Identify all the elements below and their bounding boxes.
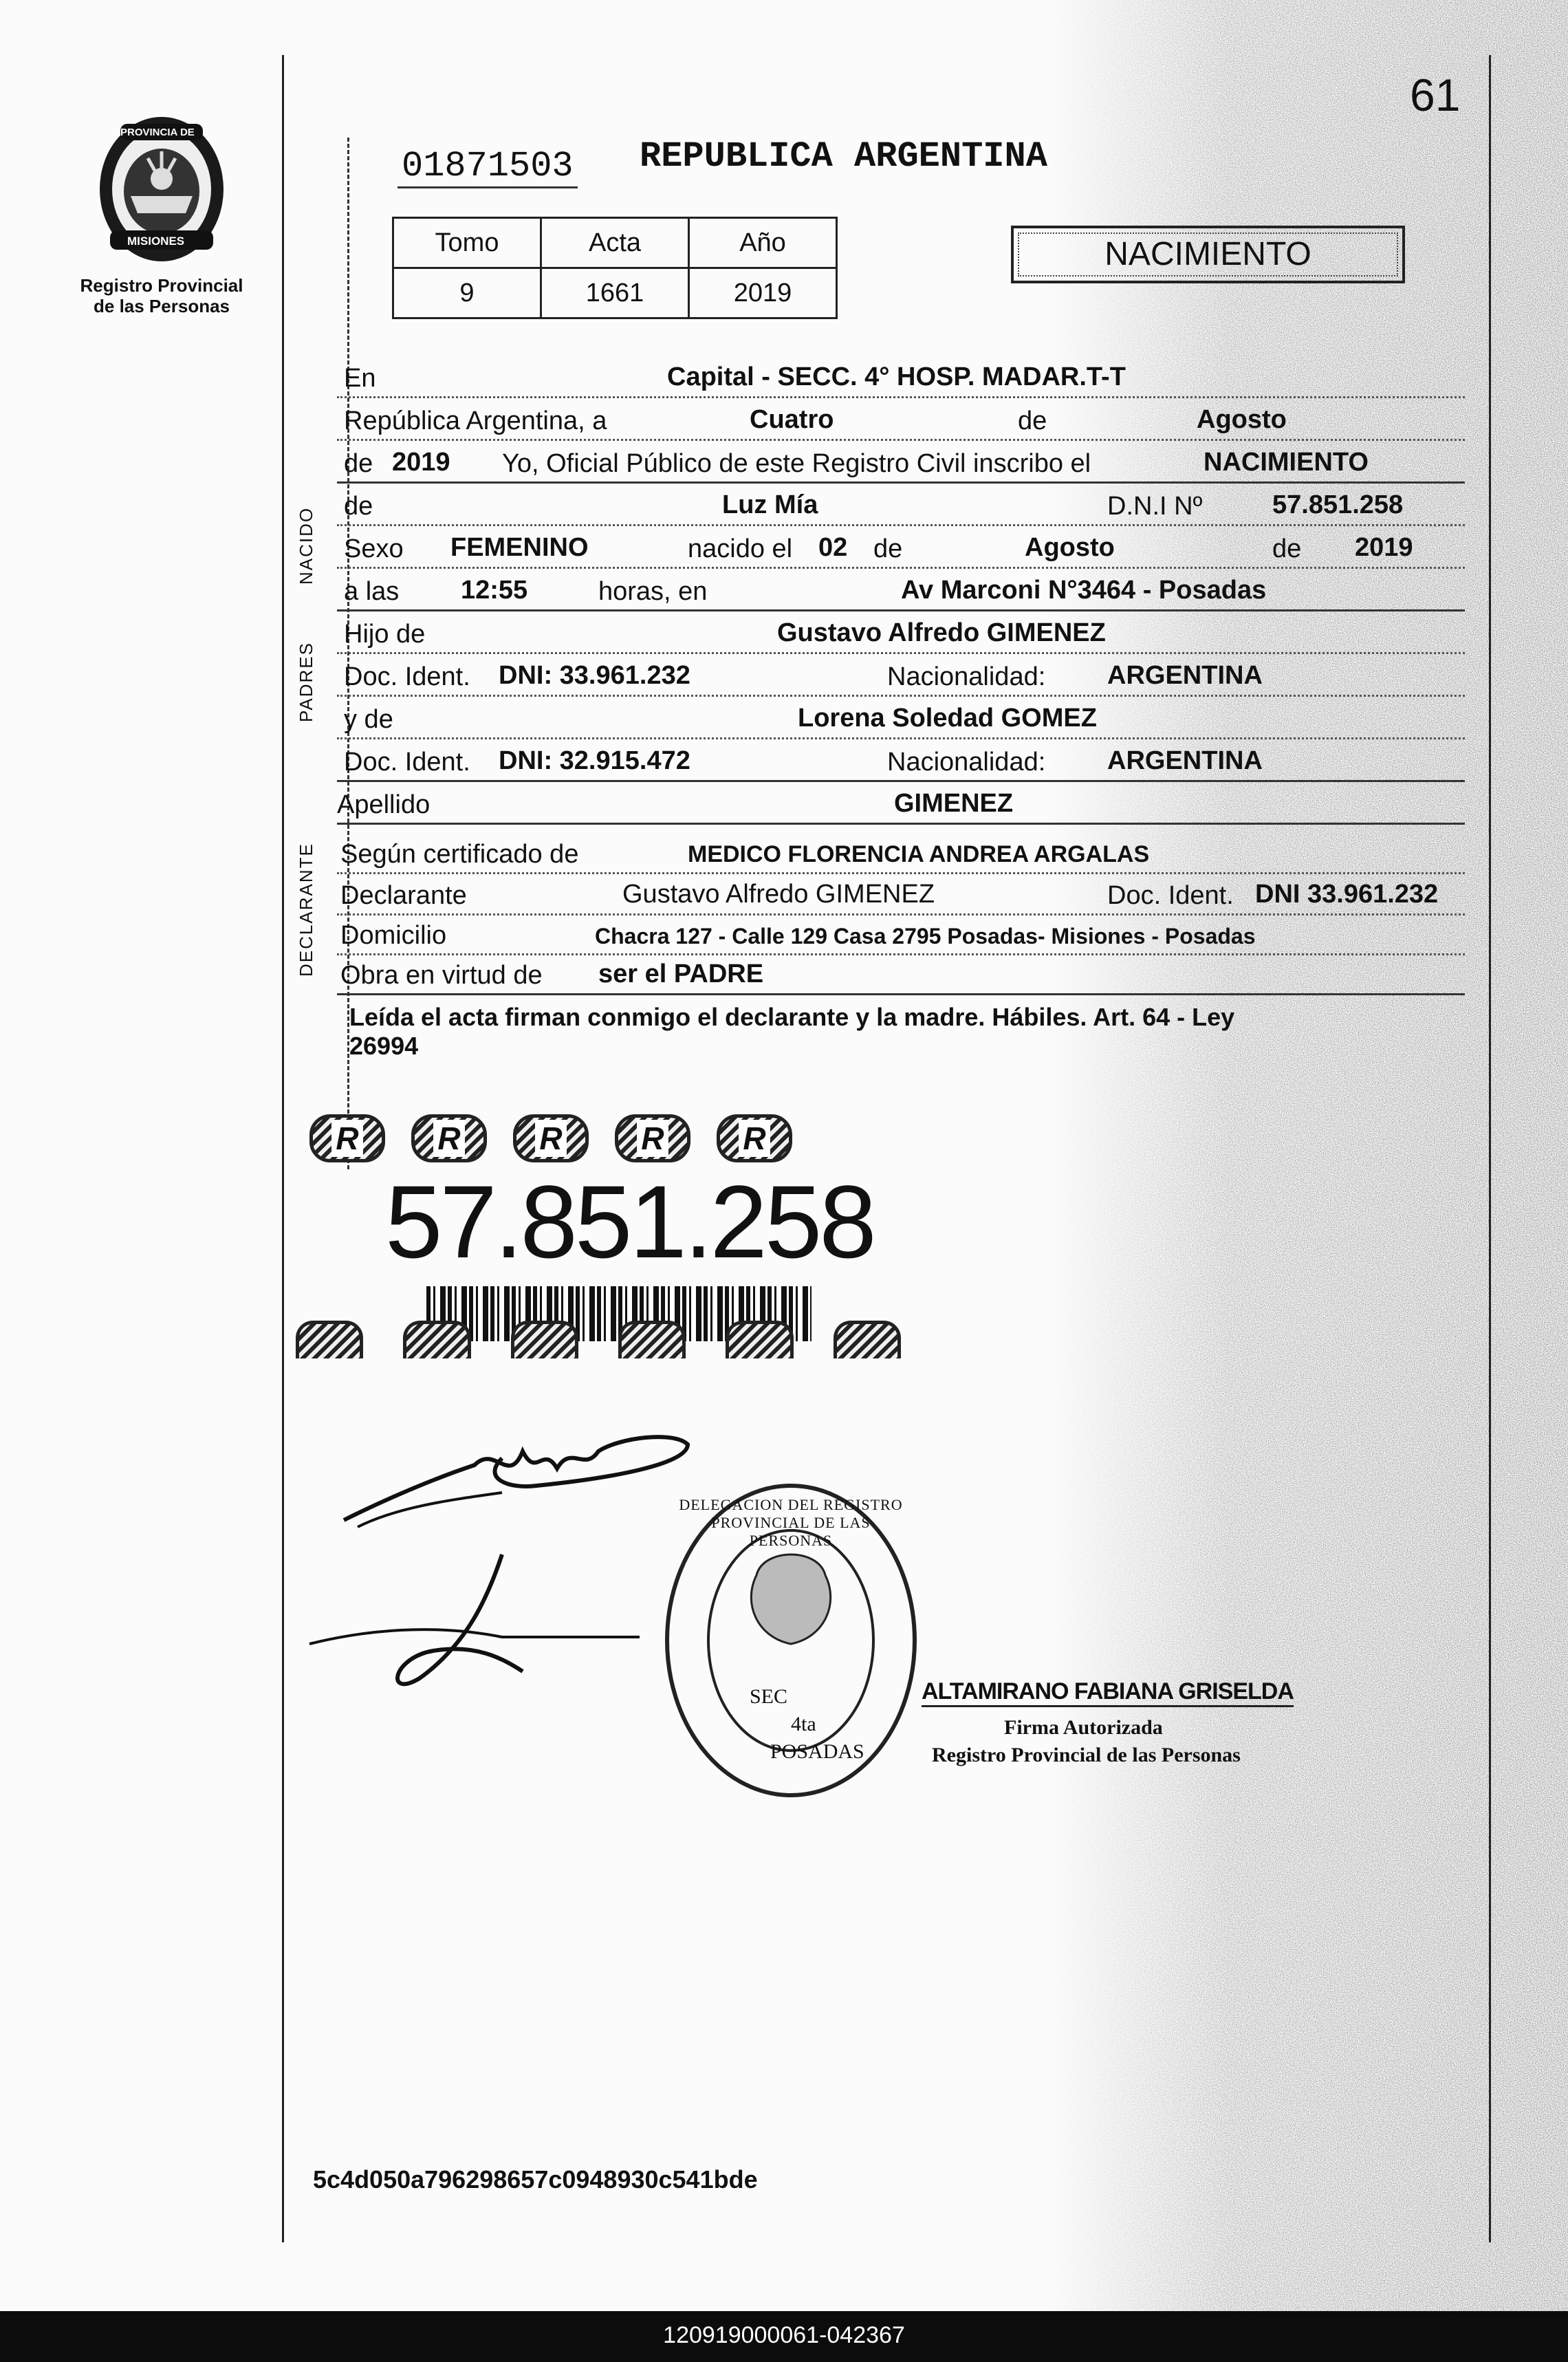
father-doc-label: Doc. Ident. xyxy=(344,662,470,691)
row-hijo-de xyxy=(337,614,1465,654)
r-stamp-row-bottom xyxy=(296,1321,901,1362)
cert-value: MEDICO FLORENCIA ANDREA ARGALAS xyxy=(688,841,1150,867)
seal-center-4ta: 4ta xyxy=(791,1713,816,1735)
sticker-number: 57.851.258 xyxy=(385,1164,874,1279)
birth-de-label-2: de xyxy=(1272,534,1302,563)
row-mother-doc xyxy=(337,741,1465,782)
year-value: 2019 xyxy=(392,448,450,477)
mother-name: Lorena Soledad GOMEZ xyxy=(798,704,1097,733)
registry-table xyxy=(392,217,838,319)
birth-day: 02 xyxy=(818,533,848,562)
row-nacido-sexo xyxy=(337,528,1465,569)
r-badge-bottom xyxy=(296,1321,363,1358)
sexo-label: Sexo xyxy=(344,534,404,563)
seal-center-sec: SEC xyxy=(750,1685,788,1708)
official-title: Firma Autorizada xyxy=(1004,1716,1163,1739)
r-stamp-row-top xyxy=(309,1114,915,1169)
child-dni: 57.851.258 xyxy=(1272,490,1404,519)
nacido-de-label: de xyxy=(344,492,373,521)
row-y-de xyxy=(337,699,1465,739)
section-label-declarante: DECLARANTE xyxy=(296,843,316,977)
act-type-box xyxy=(1011,226,1405,283)
alas-label: a las xyxy=(344,577,400,606)
row-domicilio xyxy=(337,915,1465,955)
r-badge-bottom xyxy=(511,1321,578,1358)
footer-bar xyxy=(0,2311,1568,2362)
seal-center-posadas: POSADAS xyxy=(770,1740,864,1763)
logo-top-text: PROVINCIA DE xyxy=(120,127,195,138)
table-value-ano: 2019 xyxy=(689,268,837,318)
section-label-nacido: NACIDO xyxy=(296,506,316,585)
row-certificado xyxy=(337,834,1465,874)
inscribo-text: Yo, Oficial Público de este Registro Civil inscribo el xyxy=(502,449,1091,478)
domicilio-value: Chacra 127 - Calle 129 Casa 2795 Posadas- Misiones - Posadas xyxy=(595,924,1256,949)
row-obra xyxy=(337,955,1465,995)
day-word: Cuatro xyxy=(750,405,834,434)
father-doc: DNI: 33.961.232 xyxy=(499,661,690,690)
declarante-value: Gustavo Alfredo GIMENEZ xyxy=(622,880,935,909)
apellido-label: Apellido xyxy=(337,790,431,819)
r-badge xyxy=(615,1114,690,1162)
r-badge-bottom xyxy=(726,1321,793,1358)
en-label: En xyxy=(344,364,376,393)
birth-de-label: de xyxy=(873,534,903,563)
signature-bottom xyxy=(296,1541,653,1706)
inscribo-value: NACIMIENTO xyxy=(1204,448,1369,477)
obra-label: Obra en virtud de xyxy=(340,961,543,990)
apellido-value: GIMENEZ xyxy=(894,789,1014,818)
row-en xyxy=(337,358,1465,398)
r-badge-bottom xyxy=(403,1321,470,1358)
r-badge xyxy=(309,1114,385,1162)
hijo-de-label: Hijo de xyxy=(344,620,426,649)
r-letter: R xyxy=(739,1120,770,1157)
cert-label: Según certificado de xyxy=(340,840,579,869)
serial-number: 01871503 xyxy=(398,146,578,188)
declarante-doc: DNI 33.961.232 xyxy=(1255,880,1439,909)
row-apellido xyxy=(337,784,1465,825)
right-frame-line xyxy=(1489,55,1491,2242)
official-org: Registro Provincial de las Personas xyxy=(932,1744,1241,1766)
republica-label: República Argentina, a xyxy=(344,407,607,435)
seal-ring-text: DELEGACION DEL REGISTRO PROVINCIAL DE LAS PERSONAS xyxy=(679,1496,903,1549)
month-value: Agosto xyxy=(1197,405,1287,434)
row-inscribo xyxy=(337,443,1465,484)
closing-text-line-1: Leída el acta firman conmigo el declarante y la madre. Hábiles. Art. 64 - Ley xyxy=(349,1003,1235,1031)
father-name: Gustavo Alfredo GIMENEZ xyxy=(777,618,1106,647)
birth-time: 12:55 xyxy=(461,576,528,605)
table-header-acta: Acta xyxy=(541,218,689,268)
logo-bottom-text: MISIONES xyxy=(127,235,185,248)
footer-id: 120919000061-042367 xyxy=(663,2322,905,2348)
row-nacido-time xyxy=(337,571,1465,611)
table-value-tomo: 9 xyxy=(393,268,541,318)
r-badge-bottom xyxy=(618,1321,686,1358)
mother-doc-label: Doc. Ident. xyxy=(344,748,470,777)
act-type-label: NACIMIENTO xyxy=(1104,236,1311,272)
horas-label: horas, en xyxy=(598,577,708,606)
row-nacido-name xyxy=(337,486,1465,526)
r-badge xyxy=(411,1114,487,1162)
declarante-doc-label: Doc. Ident. xyxy=(1107,881,1234,910)
r-letter: R xyxy=(433,1120,464,1157)
mother-doc: DNI: 32.915.472 xyxy=(499,746,690,775)
table-header-ano: Año xyxy=(689,218,837,268)
r-letter: R xyxy=(331,1120,362,1157)
de-label: de xyxy=(1018,407,1047,435)
birth-month: Agosto xyxy=(1025,533,1115,562)
child-name: Luz Mía xyxy=(722,490,818,519)
de-label-2: de xyxy=(344,449,373,478)
birth-place: Av Marconi N°3464 - Posadas xyxy=(901,576,1267,605)
nacido-el-label: nacido el xyxy=(688,534,793,563)
father-nat-label: Nacionalidad: xyxy=(887,662,1046,691)
mother-nationality: ARGENTINA xyxy=(1107,746,1263,775)
table-value-acta: 1661 xyxy=(541,268,689,318)
r-letter: R xyxy=(535,1120,566,1157)
mother-nat-label: Nacionalidad: xyxy=(887,748,1046,777)
obra-value: ser el PADRE xyxy=(598,960,764,988)
row-declarante xyxy=(337,875,1465,915)
y-de-label: y de xyxy=(344,705,393,734)
country-title: REPUBLICA ARGENTINA xyxy=(640,136,1047,177)
document-hash: 5c4d050a796298657c0948930c541bde xyxy=(313,2165,758,2193)
r-letter: R xyxy=(637,1120,668,1157)
row-republica xyxy=(337,400,1465,441)
id-sticker xyxy=(296,1114,915,1362)
logo-caption-line-1: Registro Provincial xyxy=(80,275,243,296)
sexo-value: FEMENINO xyxy=(450,533,589,562)
page-number: 61 xyxy=(1410,69,1461,120)
section-label-padres: PADRES xyxy=(296,642,316,722)
declarante-label: Declarante xyxy=(340,881,467,910)
r-badge-bottom xyxy=(834,1321,901,1358)
closing-text-line-2: 26994 xyxy=(349,1032,419,1060)
signature-top xyxy=(330,1403,715,1541)
r-badge xyxy=(717,1114,792,1162)
birth-year: 2019 xyxy=(1355,533,1413,562)
father-nationality: ARGENTINA xyxy=(1107,661,1263,690)
left-frame-line xyxy=(282,55,284,2242)
dni-label: D.N.I Nº xyxy=(1107,492,1203,521)
official-name: ALTAMIRANO FABIANA GRISELDA xyxy=(922,1678,1294,1707)
domicilio-label: Domicilio xyxy=(340,921,447,950)
table-header-tomo: Tomo xyxy=(393,218,541,268)
logo-caption-line-2: de las Personas xyxy=(94,296,230,316)
r-badge xyxy=(513,1114,589,1162)
en-value: Capital - SECC. 4° HOSP. MADAR.T-T xyxy=(667,362,1126,391)
row-father-doc xyxy=(337,656,1465,697)
